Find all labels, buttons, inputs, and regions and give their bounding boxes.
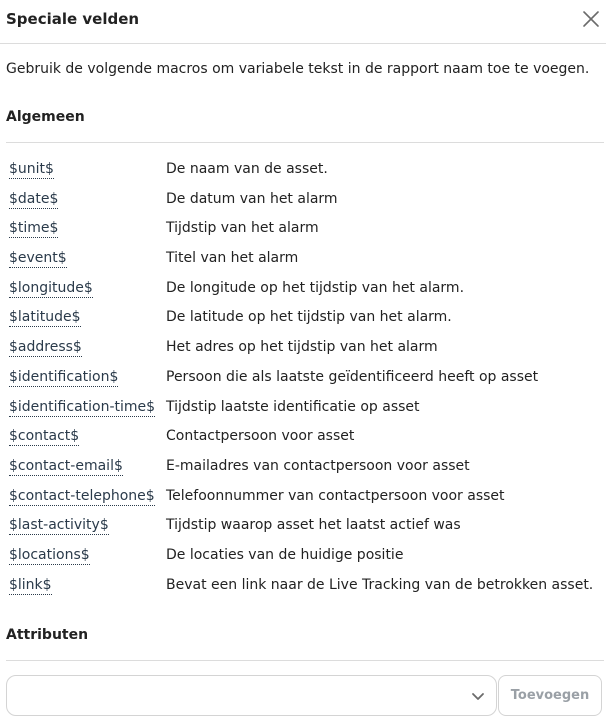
macro-description: De naam van de asset. xyxy=(166,161,328,177)
macro-row xyxy=(0,423,606,453)
macro-description: De longitude op het tijdstip van het alarm. xyxy=(166,279,465,296)
macro-row xyxy=(0,542,606,572)
macro-row xyxy=(0,453,606,483)
macro-row xyxy=(0,245,606,275)
intro-text: Gebruik de volgende macros om variabele tekst in de rapport naam toe te voegen. xyxy=(6,61,590,77)
macro-description: De datum van het alarm xyxy=(166,190,338,207)
macro-description: Bevat een link naar de Live Tracking van de betrokken asset. xyxy=(166,576,594,593)
macro-list xyxy=(0,156,606,601)
macro-code[interactable]: $unit$ xyxy=(9,161,54,177)
macro-row xyxy=(0,186,606,216)
macro-row xyxy=(0,572,606,602)
macro-code[interactable]: $identification$ xyxy=(9,368,119,385)
macro-row xyxy=(0,364,606,394)
macro-row xyxy=(0,394,606,424)
macro-code[interactable]: $locations$ xyxy=(9,546,90,563)
macro-code[interactable]: $link$ xyxy=(9,576,52,593)
macro-row xyxy=(0,483,606,513)
dialog-title: Speciale velden xyxy=(6,10,140,28)
macro-description: Tijdstip laatste identificatie op asset xyxy=(166,398,420,415)
macro-description: Tijdstip waarop asset het laatst actief was xyxy=(166,517,461,534)
section-divider xyxy=(6,660,604,661)
macro-code[interactable]: $contact-telephone$ xyxy=(9,487,155,504)
macro-row xyxy=(0,275,606,305)
macro-description: De locaties van de huidige positie xyxy=(166,546,404,563)
macro-row xyxy=(0,215,606,245)
section-heading-general: Algemeen xyxy=(6,109,85,125)
macro-code[interactable]: $longitude$ xyxy=(9,279,93,296)
macro-code[interactable]: $time$ xyxy=(9,220,59,237)
dialog-header xyxy=(0,0,606,44)
macro-code[interactable]: $latitude$ xyxy=(9,309,81,326)
macro-description: Contactpersoon voor asset xyxy=(166,428,355,445)
macro-code[interactable]: $address$ xyxy=(9,339,82,356)
macro-code[interactable]: $contact-email$ xyxy=(9,457,123,474)
macro-description: Persoon die als laatste geïdentificeerd heeft op asset xyxy=(166,368,539,385)
section-heading-attributes: Attributen xyxy=(6,627,89,643)
macro-code[interactable]: $date$ xyxy=(9,190,59,207)
macro-code[interactable]: $last-activity$ xyxy=(9,517,109,534)
close-icon[interactable] xyxy=(580,8,602,30)
macro-row xyxy=(0,304,606,334)
macro-description: Telefoonnummer van contactpersoon voor asset xyxy=(166,487,505,504)
macro-row xyxy=(0,512,606,542)
attribute-select[interactable] xyxy=(6,675,497,716)
macro-description: Het adres op het tijdstip van het alarm xyxy=(166,339,438,356)
macro-code[interactable]: $contact$ xyxy=(9,428,80,445)
add-attribute-button[interactable]: Toevoegen xyxy=(498,675,602,716)
macro-description: E-mailadres van contactpersoon voor asset xyxy=(166,457,470,474)
macro-description: Tijdstip van het alarm xyxy=(166,220,319,237)
macro-row xyxy=(0,156,606,186)
macro-code[interactable]: $event$ xyxy=(9,250,67,267)
chevron-down-icon xyxy=(470,688,486,704)
macro-code[interactable]: $identification-time$ xyxy=(9,398,156,415)
macro-description: Titel van het alarm xyxy=(166,250,299,267)
macro-description: De latitude op het tijdstip van het alarm. xyxy=(166,309,452,326)
section-divider xyxy=(6,142,604,143)
macro-row xyxy=(0,334,606,364)
